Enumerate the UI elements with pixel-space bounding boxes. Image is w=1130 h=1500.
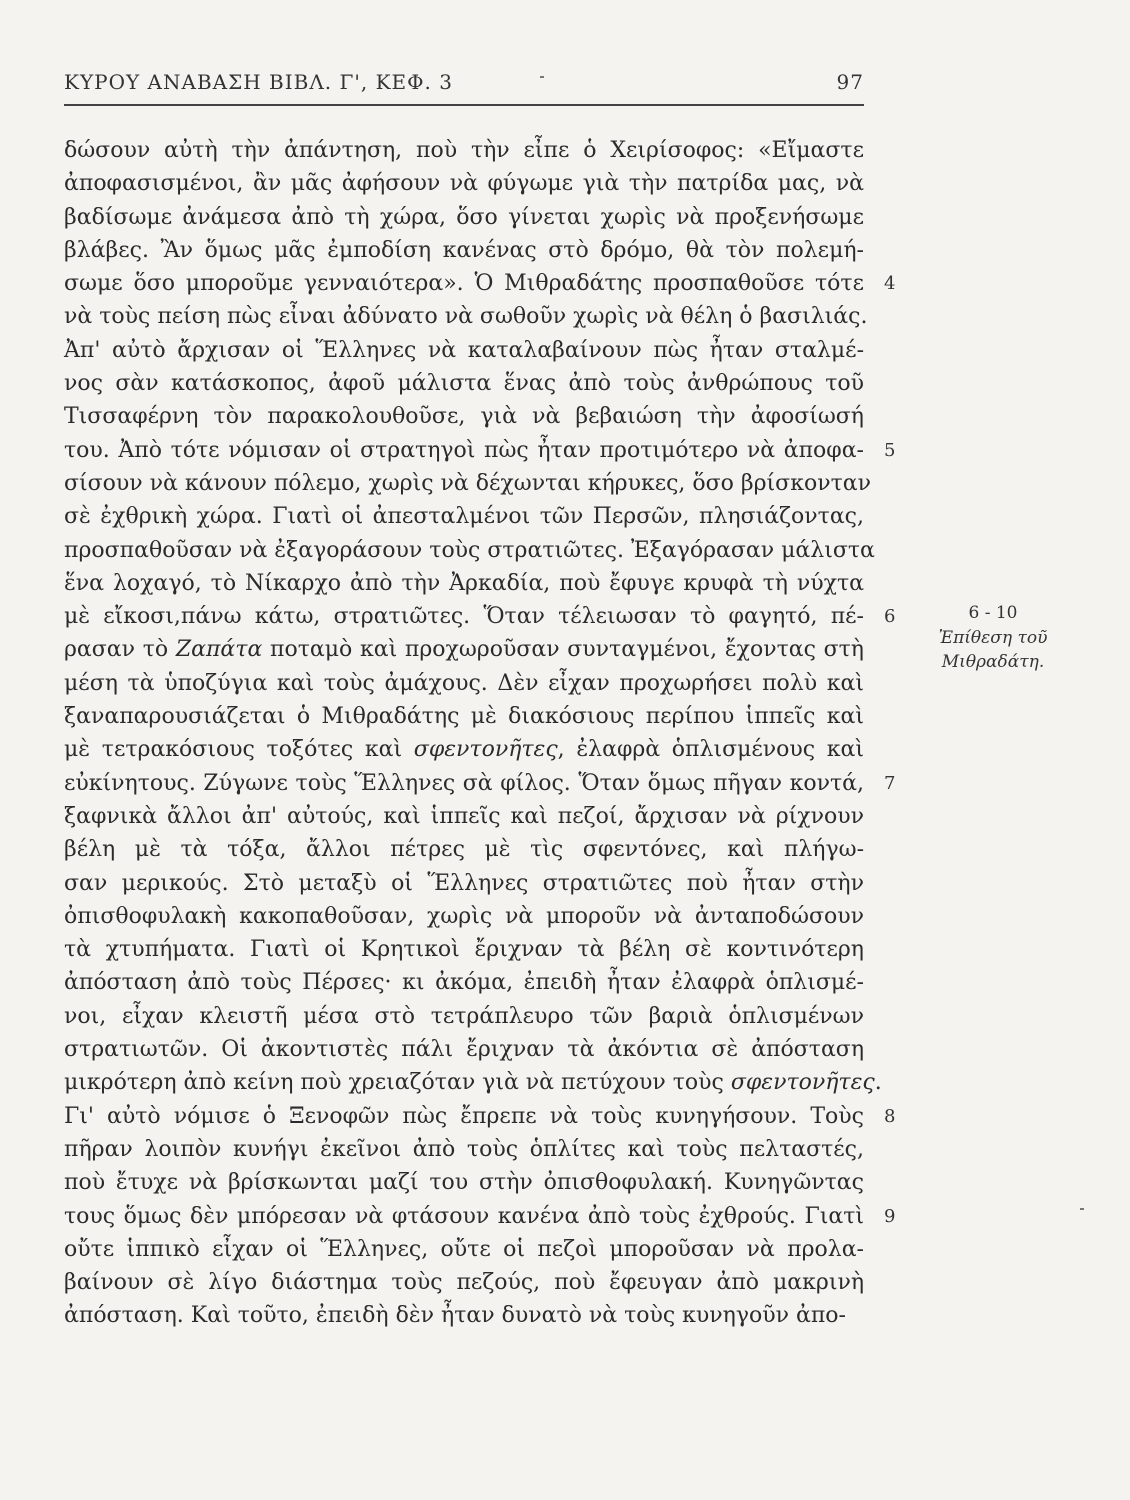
margin-section-number: 8 — [884, 1105, 896, 1127]
text-line: προσπαθοῦσαν νὰ ἐξαγοράσουν τοὺς στρατιῶτες. Ἐξαγόρασαν μάλιστα — [64, 537, 875, 563]
running-head-title: ΚΥΡΟΥ ΑΝΑΒΑΣΗ ΒΙΒΛ. Γ', ΚΕΦ. 3 — [64, 70, 453, 94]
text-line: ποὺ ἔτυχε νὰ βρίσκωνται μαζί του στὴν ὀπισθοφυλακή. Κυνηγῶντας — [64, 1170, 864, 1196]
text-line: νὰ τοὺς πείση πὼς εἶναι ἀδύνατο νὰ σωθοῦν χωρὶς νὰ θέλη ὁ βασιλιάς. — [64, 304, 868, 330]
text-line: μικρότερη ἀπὸ κείνη ποὺ χρειαζόταν γιὰ νὰ πετύχουν τοὺς σφεντονῆτες. — [64, 1070, 882, 1096]
text-line: βλάβες. Ἂν ὅμως μᾶς ἐμποδίση κανένας στὸ δρόμο, θὰ τὸν πολεμή- — [64, 237, 864, 263]
text-line: βαίνουν σὲ λίγο διάστημα τοὺς πεζούς, ποὺ ἔφευγαν ἀπὸ μακρινὴ — [64, 1270, 864, 1296]
body-text — [64, 134, 882, 1333]
text-line: σίσουν νὰ κάνουν πόλεμο, χωρὶς νὰ δέχωνται κήρυκες, ὅσο βρίσκονταν — [64, 470, 871, 496]
side-note-range: 6 - 10 — [968, 603, 1018, 623]
text-line: ξαναπαρουσιάζεται ὁ Μιθραδάτης μὲ διακόσιους περίπου ἱππεῖς καὶ — [64, 704, 864, 730]
text-line: σαν μερικούς. Στὸ μεταξὺ οἱ Ἕλληνες στρατιῶτες ποὺ ἦταν στὴν — [64, 870, 864, 896]
text-line: τους ὅμως δὲν μπόρεσαν νὰ φτάσουν κανένα ἀπὸ τοὺς ἐχθρούς. Γιατὶ — [64, 1203, 864, 1229]
text-line: ἀποφασισμένοι, ἂν μᾶς ἀφήσουν νὰ φύγωμε γιὰ τὴν πατρίδα μας, νὰ — [64, 171, 864, 197]
text-line: τὰ χτυπήματα. Γιατὶ οἱ Κρητικοὶ ἔριχναν τὰ βέλη σὲ κοντινότερη — [64, 937, 864, 963]
text-line: οὔτε ἱππικὸ εἶχαν οἱ Ἕλληνες, οὔτε οἱ πεζοὶ μποροῦσαν νὰ προλα- — [64, 1236, 864, 1262]
text-line: στρατιωτῶν. Οἱ ἀκοντιστὲς πάλι ἔριχναν τὰ ἀκόντια σὲ ἀπόσταση — [64, 1037, 864, 1063]
text-line: ρασαν τὸ Ζαπάτα ποταμὸ καὶ προχωροῦσαν συνταγμένοι, ἔχοντας στὴ — [64, 637, 864, 663]
text-line: δώσουν αὐτὴ τὴν ἀπάντηση, ποὺ τὴν εἶπε ὁ Χειρίσοφος: «Εἴμαστε — [64, 138, 864, 163]
margin-section-number: 7 — [884, 772, 896, 794]
text-line: νοι, εἶχαν κλειστῆ μέσα στὸ τετράπλευρο τῶν βαριὰ ὁπλισμένων — [64, 1003, 864, 1029]
text-line: του. Ἀπὸ τότε νόμισαν οἱ στρατηγοὶ πὼς ἦταν προτιμότερο νὰ ἀποφα- — [64, 437, 864, 463]
text-line: βαδίσωμε ἀνάμεσα ἀπὸ τὴ χώρα, ὅσο γίνεται χωρὶς νὰ προξενήσωμε — [64, 204, 864, 230]
margin-section-number: 4 — [884, 273, 896, 295]
print-speck — [540, 76, 544, 78]
text-line: ἀπόσταση. Καὶ τοῦτο, ἐπειδὴ δὲν ἦταν δυνατὸ νὰ τοὺς κυνηγοῦν ἀπο- — [64, 1303, 846, 1329]
text-line: μὲ τετρακόσιους τοξότες καὶ σφεντονῆτες, ἐλαφρὰ ὁπλισμένους καὶ — [64, 737, 864, 763]
page-number: 97 — [836, 70, 864, 94]
text-line: μέση τὰ ὑποζύγια καὶ τοὺς ἀμάχους. Δὲν εἶχαν προχωρήσει πολὺ καὶ — [64, 670, 864, 696]
margin-section-number: 5 — [884, 439, 896, 461]
margin-section-number: 6 — [884, 606, 896, 628]
text-line: βέλη μὲ τὰ τόξα, ἄλλοι πέτρες μὲ τὶς σφεντόνες, καὶ πλήγω- — [64, 837, 864, 863]
side-note-title-line2: Μιθραδάτη. — [941, 652, 1045, 672]
margin-section-number: 9 — [884, 1205, 896, 1227]
text-line: νος σὰν κατάσκοπος, ἀφοῦ μάλιστα ἕνας ἀπὸ τοὺς ἀνθρώπους τοῦ — [64, 371, 864, 397]
side-note-title-line1: Ἐπίθεση τοῦ — [938, 628, 1048, 648]
print-speck — [1080, 1208, 1084, 1210]
italic-term: σφεντονῆτες — [730, 1070, 875, 1096]
text-line: ξαφνικὰ ἄλλοι ἀπ' αὐτούς, καὶ ἱππεῖς καὶ πεζοί, ἄρχισαν νὰ ρίχνουν — [64, 803, 864, 829]
text-line: ὀπισθοφυλακὴ κακοπαθοῦσαν, χωρὶς νὰ μποροῦν νὰ ἀνταποδώσουν — [64, 903, 864, 929]
italic-term: σφεντονῆτες — [413, 737, 558, 763]
text-line: πῆραν λοιπὸν κυνήγι ἐκεῖνοι ἀπὸ τοὺς ὁπλίτες καὶ τοὺς πελταστές, — [64, 1136, 864, 1162]
text-line: ἀπόσταση ἀπὸ τοὺς Πέρσες· κι ἀκόμα, ἐπειδὴ ἦταν ἐλαφρὰ ὁπλισμέ- — [64, 970, 864, 996]
text-line: σὲ ἐχθρικὴ χώρα. Γιατὶ οἱ ἀπεσταλμένοι τῶν Περσῶν, πλησιάζοντας, — [64, 504, 864, 530]
text-line: σωμε ὅσο μποροῦμε γενναιότερα». Ὁ Μιθραδάτης προσπαθοῦσε τότε — [64, 271, 864, 297]
side-note — [918, 600, 1068, 674]
text-line: εὐκίνητους. Ζύγωνε τοὺς Ἕλληνες σὰ φίλος. Ὅταν ὅμως πῆγαν κοντά, — [64, 770, 864, 796]
header-rule — [64, 104, 864, 106]
text-line: Τισσαφέρνη τὸν παρακολουθοῦσε, γιὰ νὰ βεβαιώση τὴν ἀφοσίωσή — [64, 404, 864, 430]
text-line: Ἀπ' αὐτὸ ἄρχισαν οἱ Ἕλληνες νὰ καταλαβαίνουν πὼς ἦταν σταλμέ- — [64, 337, 864, 363]
text-line: ἕνα λοχαγό, τὸ Νίκαρχο ἀπὸ τὴν Ἀρκαδία, ποὺ ἔφυγε κρυφὰ τὴ νύχτα — [64, 570, 864, 596]
text-line: Γι' αὐτὸ νόμισε ὁ Ξενοφῶν πὼς ἔπρεπε νὰ τοὺς κυνηγήσουν. Τοὺς — [64, 1103, 864, 1129]
text-line: μὲ εἴκοσι,πάνω κάτω, στρατιῶτες. Ὅταν τέλειωσαν τὸ φαγητό, πέ- — [64, 604, 864, 630]
italic-term: Ζαπάτα — [175, 637, 263, 663]
